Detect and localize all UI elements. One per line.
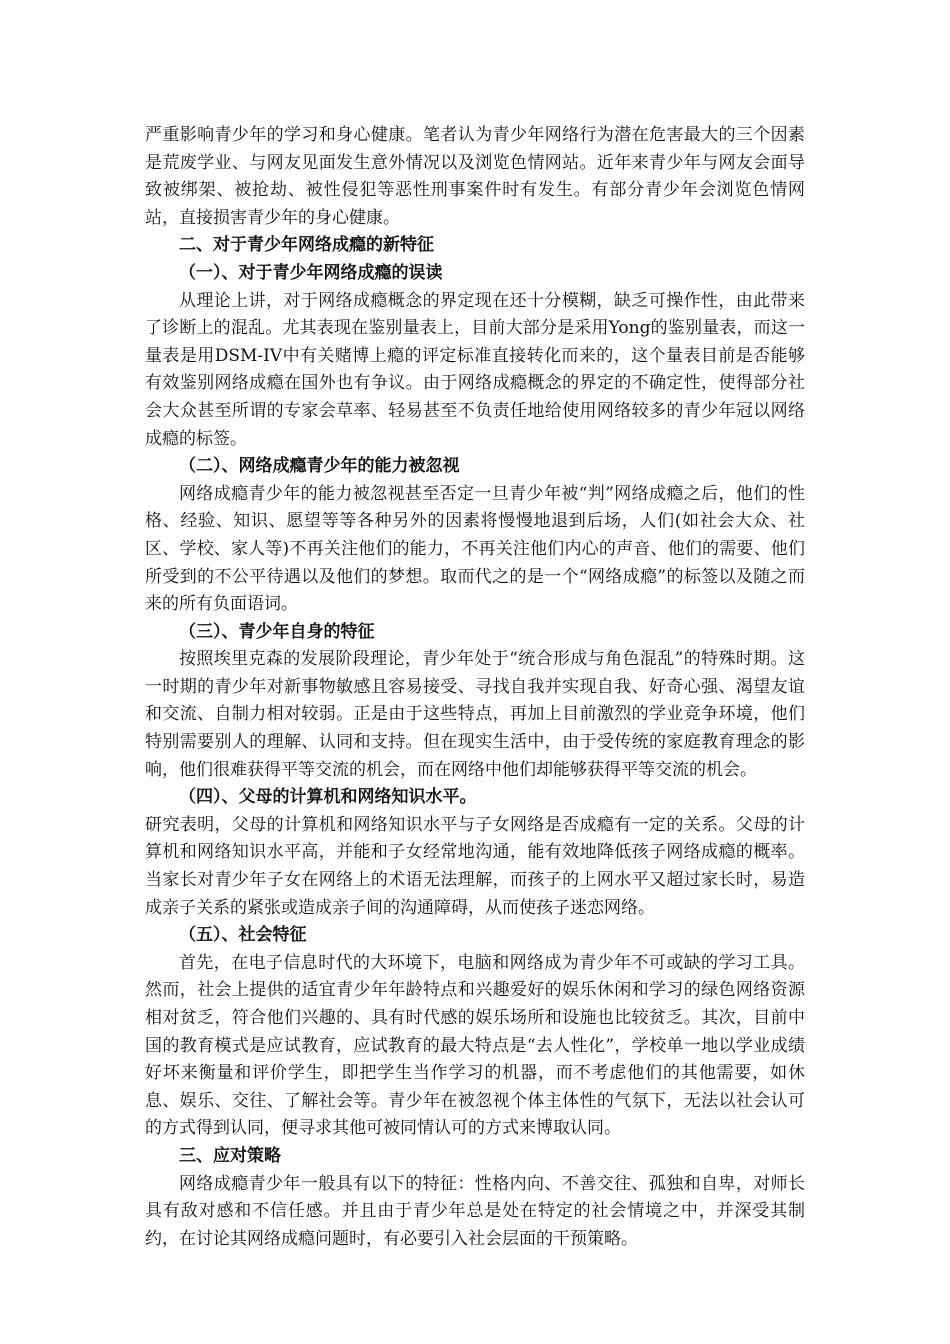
intro-paragraph: 严重影响青少年的学习和身心健康。笔者认为青少年网络行为潜在危害最大的三个因素是荒废学业、与网友见面发生意外情况以及浏览色情网站。近年来青少年与网友会面导致被绑架、被抢劫、被性侵犯等恶性刑事案件时有发生。有部分青少年会浏览色情网站，直接损害青少年的身心健康。 <box>145 125 805 228</box>
subsection-heading-4: （四）、父母的计算机和网络知识水平。 <box>179 787 477 808</box>
section-heading-2: 二、对于青少年网络成瘾的新特征 <box>179 235 434 256</box>
subsection-paragraph-3: 按照埃里克森的发展阶段理论，青少年处于“统合形成与角色混乱”的特殊时期。这一时期的青少年对新事物敏感且容易接受、寻找自我并实现自我、好奇心强、渴望友谊和交流、自制力相对较弱。正是由于这些特点，再加上目前激烈的学业竞争环境，他们特别需要别人的理解、认同和支持。但在现实生活中，由于受传统的家庭教育理念的影响，他们很难获得平等交流的机会，而在网络中他们却能够获得平等交流的机会。 <box>145 649 805 780</box>
subsection-heading-2: （二）、网络成瘾青少年的能力被忽视 <box>179 456 460 477</box>
subsection-paragraph-5: 首先，在电子信息时代的大环境下，电脑和网络成为青少年不可或缺的学习工具。然而，社会上提供的适宜青少年年龄特点和兴趣爱好的娱乐休闲和学习的绿色网络资源相对贫乏，符合他们兴趣的、具有时代感的娱乐场所和设施也比较贫乏。其次，目前中国的教育模式是应试教育，应试教育的最大特点是“去人性化”，学校单一地以学业成绩好坏来衡量和评价学生，即把学生当作学习的机器，而不考虑他们的其他需要，如休息、娱乐、交往、了解社会等。青少年在被忽视个体主体性的气氛下，无法以社会认可的方式得到认同，便寻求其他可被同情认可的方式来博取认同。 <box>145 952 805 1139</box>
subsection-heading-1: （一）、对于青少年网络成瘾的误读 <box>179 262 443 283</box>
subsection-heading-5: （五）、社会特征 <box>179 925 307 946</box>
section-heading-3: 三、应对策略 <box>179 1145 281 1166</box>
subsection-paragraph-1: 从理论上讲，对于网络成瘾概念的界定现在还十分模糊，缺乏可操作性，由此带来了诊断上的混乱。尤其表现在鉴别量表上，目前大部分是采用Yong的鉴别量表，而这一量表是用DSM-IV中有关赌博上瘾的评定标准直接转化而来的，这个量表目前是否能够有效鉴别网络成瘾在国外也有争议。由于网络成瘾概念的界定的不确定性，使得部分社会大众甚至所谓的专家会草率、轻易甚至不负责任地给使用网络较多的青少年冠以网络成瘾的标签。 <box>145 290 805 449</box>
subsection-paragraph-2: 网络成瘾青少年的能力被忽视甚至否定一旦青少年被“判”网络成瘾之后，他们的性格、经验、知识、愿望等等各种另外的因素将慢慢地退到后场，人们(如社会大众、社区、学校、家人等)不再关注他们的能力，不再关注他们内心的声音、他们的需要、他们所受到的不公平待遇以及他们的梦想。取而代之的是一个“网络成瘾”的标签以及随之而来的所有负面语词。 <box>145 483 805 615</box>
document-body <box>145 122 805 1253</box>
section-paragraph-3: 网络成瘾青少年一般具有以下的特征：性格内向、不善交往、孤独和自卑，对师长具有敌对感和不信任感。并且由于青少年总是处在特定的社会情境之中，并深受其制约，在讨论其网络成瘾问题时，有必要引入社会层面的干预策略。 <box>145 1173 805 1249</box>
subsection-heading-3: （三）、青少年自身的特征 <box>179 621 375 642</box>
subsection-paragraph-4: 研究表明，父母的计算机和网络知识水平与子女网络是否成瘾有一定的关系。父母的计算机和网络知识水平高，并能和子女经常地沟通，能有效地降低孩子网络成瘾的概率。当家长对青少年子女在网络上的术语无法理解，而孩子的上网水平又超过家长时，易造成亲子关系的紧张或造成亲子间的沟通障碍，从而使孩子迷恋网络。 <box>145 814 805 918</box>
